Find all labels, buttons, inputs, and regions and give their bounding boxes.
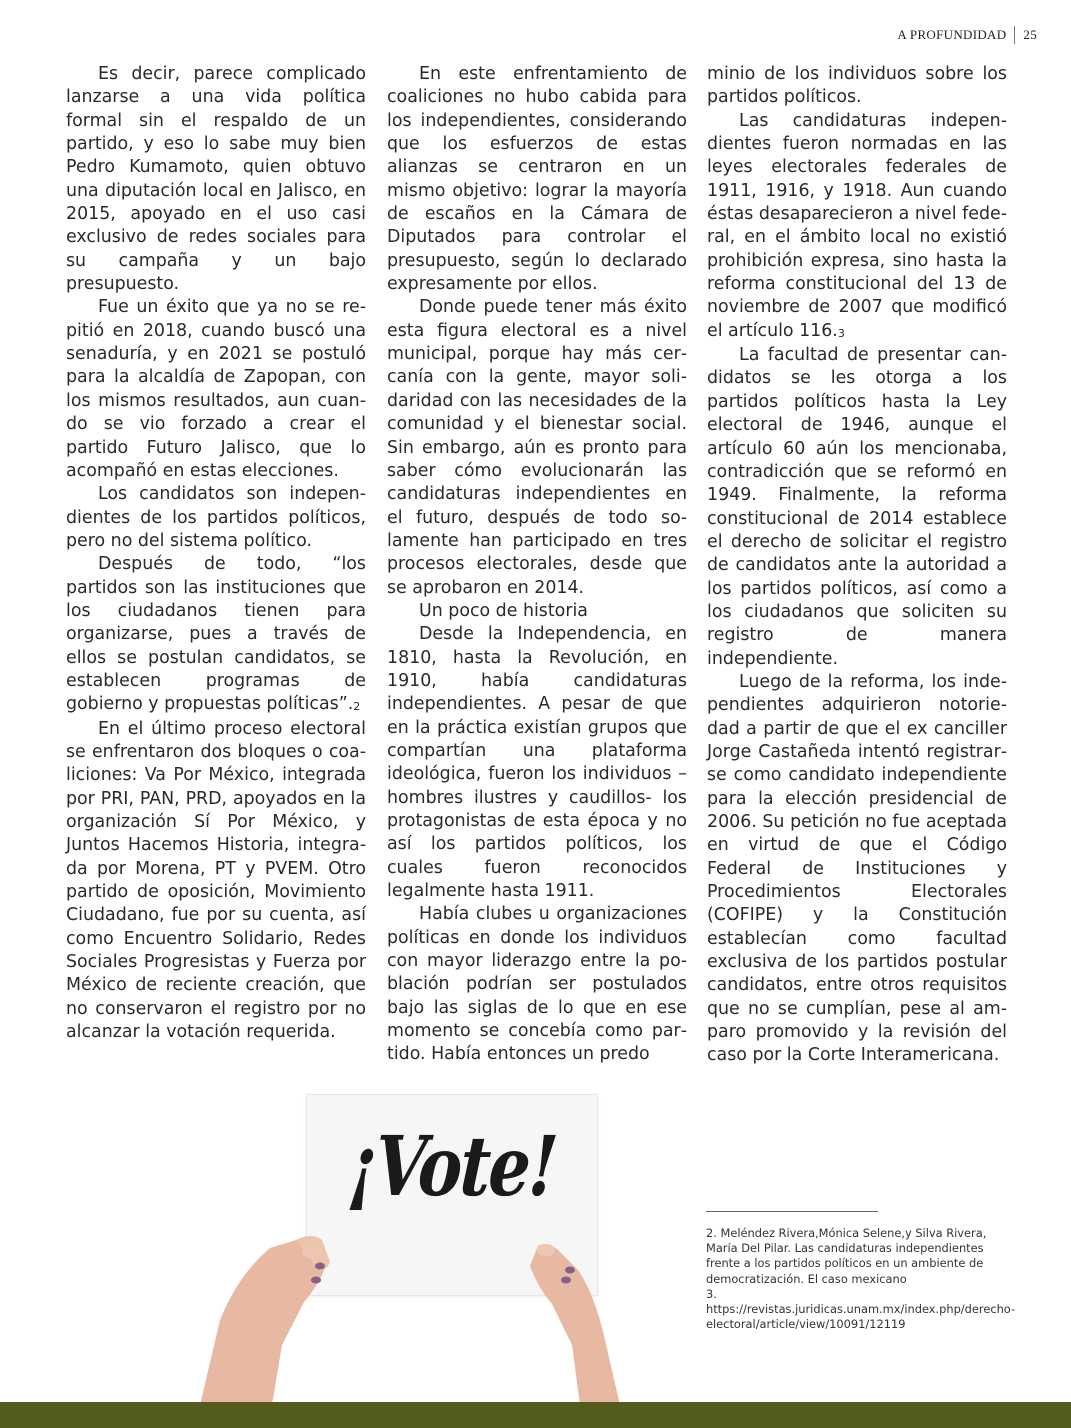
paragraph: Donde puede tener más éxito esta figura electoral es a nivel municipal, porque hay más cercanía con la gente, mayor solidaridad con las necesidades de la comunidad y el bienestar social. Sin embargo, aún es pronto para saber cómo evolucionarán las candidaturas independientes en el futuro, después de todo solamente han participado en tres procesos electorales, desde que se aprobaron en 2014.: [387, 297, 687, 598]
paragraph-text: Después de todo, “los partidos son las instituciones que los ciudadanos tienen para organizarse, pues a través de ellos se postulan candidatos, se establecen programas de gobierno y propuestas políticas”.: [66, 554, 366, 715]
section-title: A PROFUNDIDAD: [897, 27, 1007, 42]
subheading: Un poco de historia: [419, 600, 588, 621]
paragraph: Los candidatos son independientes de los partidos políticos, pero no del sistema político.: [66, 484, 366, 551]
paragraph: Luego de la reforma, los independientes adquirieron notoriedad a partir de que el ex canciller Jorge Castañeda intentó registrarse como candidato independiente para la elección presidencial de 2006. Su petición no fue aceptada en virtud de que el Código Federal de Instituciones y Procedimientos Electorales (COFIPE) y la Constitución establecían como facultad exclusiva de los partidos postular candidatos, entre otros requisitos que no se cumplían, pese al amparo promovido y la revisión del caso por la Corte Interamericana.: [707, 671, 1007, 1066]
footer-bar: [0, 1402, 1071, 1428]
hands-holding-sign-illustration: [200, 1090, 620, 1405]
paragraph: En el último proceso electoral se enfrentaron dos bloques o coaliciones: Va Por México, integrada por PRI, PAN, PRD, apoyados en la organización Sí Por México, y Juntos Hacemos Historia, integrada por Morena, PT y PVEM. Otro partido de oposición, Movimiento Ciudadano, fue por su cuenta, así como Encuentro Solidario, Redes Sociales Progresistas y Fuerza por México de reciente creación, que no conservaron el registro por no alcanzar la votación requerida.: [66, 718, 366, 1043]
running-header: [897, 26, 1037, 44]
footnote-3: 3. https://revistas.juridicas.unam.mx/index.php/derecho-electoral/article/view/10091/12119: [706, 1286, 1016, 1332]
paragraph: En este enfrentamiento de coaliciones no hubo cabida para los independientes, considerando que los esfuerzos de estas alianzas se centraron en un mismo objetivo: lograr la mayoría de escaños en la Cámara de Diputados para controlar el presupuesto, según lo declarado expresamente por ellos.: [387, 64, 687, 295]
paragraph-text: Las candidaturas independientes fueron normadas en las leyes electorales federales de 1911, 1916, y 1918. Aun cuando éstas desaparecieron a nivel federal, en el ámbito local no existió prohibición expresa, sino hasta la reforma constitucional del 13 de noviembre de 2007 que modificó el artículo 116.: [707, 110, 1007, 341]
paragraph: Desde la Independencia, en 1810, hasta la Revolución, en 1910, había candidaturas independientes. A pesar de que en la práctica existían grupos que compartían una plataforma ideológica, fueron los individuos –hombres ilustres y caudillos- los protagonistas de esta época y no así los partidos políticos, los cuales fueron reconocidos legalmente hasta 1911.: [387, 624, 687, 902]
vote-sign-photo: [200, 1090, 620, 1405]
text-column-3: [707, 63, 1007, 1068]
text-column-1: [66, 63, 366, 1044]
footnote-rule: [706, 1211, 878, 1212]
paragraph: La facultad de presentar candidatos se les otorga a los partidos políticos hasta la Ley electoral de 1946, aunque el artículo 60 aún los mencionaba, contradicción que se reformó en 1949. Finalmente, la reforma constitucional de 2014 establece el derecho de solicitar el registro de candidatos ante la autoridad a los partidos políticos, así como a los ciudadanos que soliciten su registro de manera independiente.: [707, 345, 1007, 669]
paragraph: Es decir, parece complicado lanzarse a una vida política formal sin el respaldo de un partido, y eso lo sabe muy bien Pedro Kumamoto, quien obtuvo una diputación local en Jalisco, en 2015, apoyado en el uso casi exclusivo de redes sociales para su campaña y un bajo presupuesto.: [66, 64, 366, 295]
paragraph: [707, 110, 1007, 344]
paragraph: minio de los individuos sobre los partidos políticos.: [707, 64, 1007, 108]
header-divider: [1014, 26, 1015, 44]
footnotes: [706, 1226, 1016, 1332]
text-column-2: [387, 63, 687, 1067]
page-number: 25: [1023, 27, 1037, 42]
paragraph: Había clubes u organizaciones políticas en donde los individuos con mayor liderazgo entre la población podrían ser postulados bajo las siglas de lo que en ese momento se concebía como partido. Había entonces un predo: [387, 904, 687, 1065]
paragraph: Fue un éxito que ya no se repitió en 2018, cuando buscó una senaduría, y en 2021 se postuló para la alcaldía de Zapopan, con los mismos resultados, aun cuando se vio forzado a crear el partido Futuro Jalisco, que lo acompañó en estas elecciones.: [66, 297, 366, 481]
footnote-ref: 2: [353, 700, 361, 714]
paragraph: [66, 553, 366, 717]
footnote-2: 2. Meléndez Rivera,Mónica Selene,y Silva Rivera, María Del Pilar. Las candidaturas independientes frente a los partidos políticos en un ambiente de democratización. El caso mexicano: [706, 1226, 987, 1286]
sign-lettering: ¡Vote!: [345, 1117, 559, 1215]
footnote-ref: 3: [837, 326, 845, 340]
